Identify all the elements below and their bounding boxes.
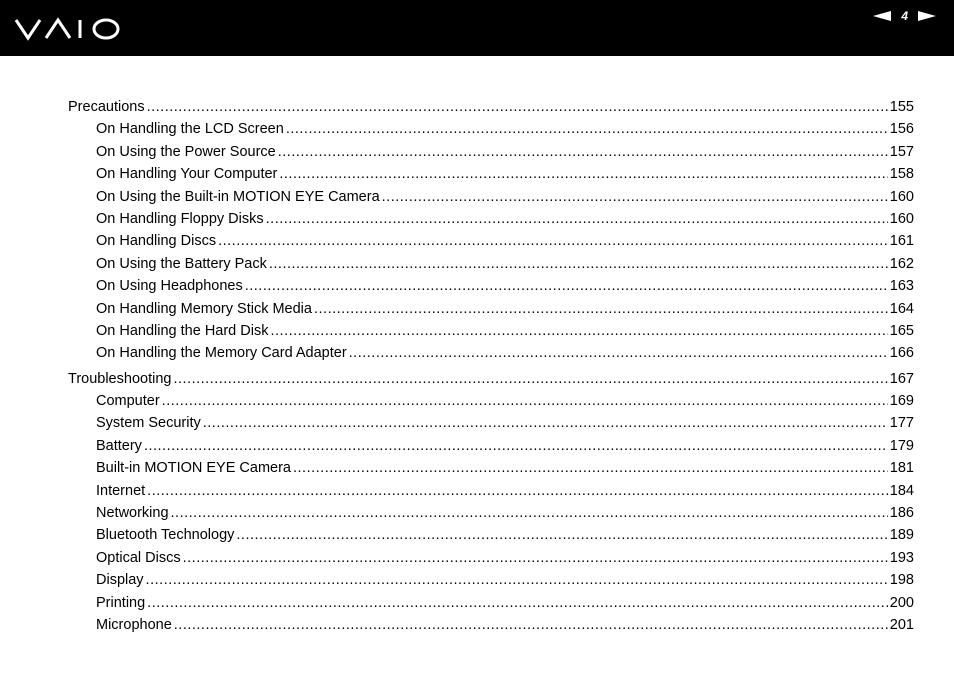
dot-leader	[144, 435, 888, 457]
header-bar	[0, 0, 954, 56]
toc-entry-page: 184	[889, 482, 914, 499]
dot-leader	[183, 547, 888, 569]
dot-leader	[203, 412, 888, 434]
toc-entry[interactable]	[68, 480, 914, 502]
toc-entry-title: On Handling Discs	[96, 233, 217, 250]
toc-entry-page: 189	[889, 527, 914, 544]
toc-entry-page: 165	[889, 322, 914, 339]
dot-leader	[162, 390, 888, 412]
dot-leader	[314, 298, 888, 320]
toc-entry-title: On Handling Memory Stick Media	[96, 300, 312, 317]
toc-entry[interactable]	[68, 457, 914, 479]
toc-entry-page: 181	[889, 460, 914, 477]
toc-entry-title: On Using the Built-in MOTION EYE Camera	[96, 188, 380, 205]
toc-entry-title: On Handling the Memory Card Adapter	[96, 345, 347, 362]
dot-leader	[293, 457, 888, 479]
toc-entry-page: 166	[889, 345, 914, 362]
toc-entry-page: 163	[889, 278, 914, 295]
toc-entry-title: Display	[96, 572, 144, 589]
toc-entry[interactable]	[68, 118, 914, 140]
toc-entry-page: 162	[889, 255, 914, 272]
toc-entry-title: On Handling the Hard Disk	[96, 322, 269, 339]
dot-leader	[236, 524, 887, 546]
toc-entry-page: 160	[889, 210, 914, 227]
toc-entry-title: Bluetooth Technology	[96, 527, 235, 544]
toc-entry[interactable]	[68, 614, 914, 636]
toc-entry[interactable]	[68, 592, 914, 614]
toc-entry-page: 169	[889, 393, 914, 410]
toc-entry-page: 156	[889, 121, 914, 138]
dot-leader	[147, 592, 888, 614]
page-number: 4	[901, 9, 908, 23]
next-page-arrow-icon[interactable]	[918, 11, 936, 21]
dot-leader	[382, 186, 888, 208]
toc-section-entry[interactable]	[68, 96, 914, 118]
toc-entry[interactable]	[68, 141, 914, 163]
dot-leader	[286, 118, 888, 140]
toc-entry-page: 155	[889, 99, 914, 115]
page-navigation	[873, 8, 936, 24]
toc-entry-title: System Security	[96, 415, 201, 432]
dot-leader	[245, 275, 888, 297]
toc-entry-page: 177	[889, 415, 914, 432]
toc-entry-title: Computer	[96, 393, 160, 410]
toc-entry[interactable]	[68, 253, 914, 275]
dot-leader	[173, 368, 887, 390]
toc-entry-title: On Handling the LCD Screen	[96, 121, 284, 138]
toc-entry-title: Battery	[96, 437, 142, 454]
toc-entry-title: On Using the Battery Pack	[96, 255, 267, 272]
toc-entry[interactable]	[68, 502, 914, 524]
toc-entry[interactable]	[68, 163, 914, 185]
toc-entry-page: 161	[889, 233, 914, 250]
dot-leader	[218, 230, 888, 252]
toc-entry[interactable]	[68, 435, 914, 457]
toc-entry-title: Printing	[96, 594, 146, 611]
toc-entry-title: Troubleshooting	[68, 370, 172, 387]
toc-entry-page: 186	[889, 505, 914, 522]
table-of-contents	[68, 96, 914, 636]
toc-entry[interactable]	[68, 186, 914, 208]
dot-leader	[279, 163, 887, 185]
toc-entry[interactable]	[68, 298, 914, 320]
toc-entry-page: 160	[889, 188, 914, 205]
toc-entry[interactable]	[68, 390, 914, 412]
toc-entry-page: 157	[889, 143, 914, 160]
toc-entry-title: Networking	[96, 505, 169, 522]
dot-leader	[174, 614, 888, 636]
toc-entry-page: 201	[889, 616, 914, 633]
previous-page-arrow-icon[interactable]	[873, 11, 891, 21]
dot-leader	[349, 342, 888, 364]
toc-entry[interactable]	[68, 208, 914, 230]
dot-leader	[147, 480, 888, 502]
toc-entry[interactable]	[68, 547, 914, 569]
toc-entry-title: On Using Headphones	[96, 278, 243, 295]
vaio-logo[interactable]	[14, 14, 124, 44]
toc-entry[interactable]	[68, 275, 914, 297]
toc-entry-page: 198	[889, 572, 914, 589]
dot-leader	[269, 253, 888, 275]
toc-entry[interactable]	[68, 569, 914, 591]
dot-leader	[146, 569, 888, 591]
toc-entry[interactable]	[68, 412, 914, 434]
toc-entry-title: Optical Discs	[96, 549, 181, 566]
dot-leader	[147, 96, 888, 118]
toc-section-entry[interactable]	[68, 368, 914, 390]
dot-leader	[270, 320, 887, 342]
toc-entry-title: On Handling Your Computer	[96, 166, 278, 183]
toc-entry-page: 193	[889, 549, 914, 566]
toc-entry-title: Precautions	[68, 99, 145, 115]
toc-entry[interactable]	[68, 342, 914, 364]
toc-entry[interactable]	[68, 524, 914, 546]
dot-leader	[171, 502, 888, 524]
toc-entry-page: 179	[889, 437, 914, 454]
toc-entry-title: On Using the Power Source	[96, 143, 276, 160]
dot-leader	[266, 208, 888, 230]
toc-entry-title: Internet	[96, 482, 146, 499]
toc-entry-title: On Handling Floppy Disks	[96, 210, 264, 227]
dot-leader	[278, 141, 888, 163]
toc-entry-page: 158	[889, 166, 914, 183]
toc-entry-page: 164	[889, 300, 914, 317]
toc-entry-title: Built-in MOTION EYE Camera	[96, 460, 291, 477]
toc-entry[interactable]	[68, 320, 914, 342]
toc-entry-page: 167	[889, 370, 914, 387]
toc-entry-page: 200	[889, 594, 914, 611]
toc-entry[interactable]	[68, 230, 914, 252]
toc-entry-title: Microphone	[96, 616, 172, 633]
